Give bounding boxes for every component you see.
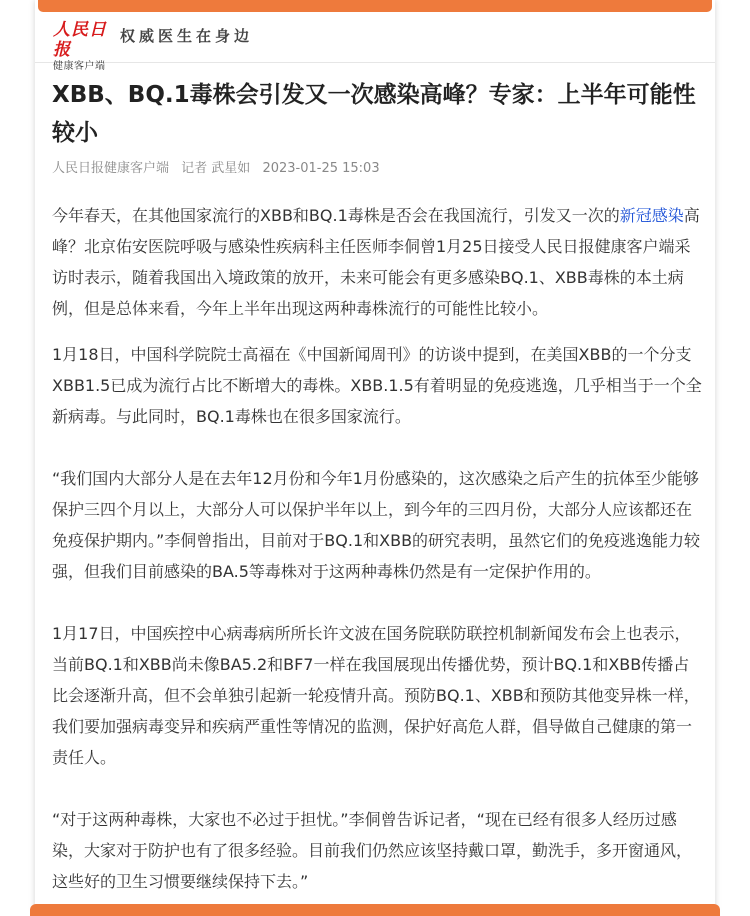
top-accent-bar bbox=[38, 0, 712, 12]
paragraph-3: “我们国内大部分人是在去年12月份和今年1月份感染的，这次感染之后产生的抗体至少能够保护三四个月以上，大部分人可以保护半年以上，到今年的三四月份，大部分人应该都还在免疫保护期内。”李侗曾指出，目前对于BQ.1和XBB的研究表明，虽然它们的免疫逃逸能力较强，但我们目前感染的BA.5等毒株对于这两种毒株仍然是有一定保护作用的。 bbox=[52, 469, 701, 581]
paragraph-1-text-a: 今年春天，在其他国家流行的XBB和BQ.1毒株是否会在我国流行，引发又一次的 bbox=[52, 206, 620, 225]
article-body bbox=[52, 200, 704, 897]
paragraph-4: 1月17日，中国疾控中心病毒病所所长许文波在国务院联防联控机制新闻发布会上也表示，当前BQ.1和XBB尚未像BA5.2和BF7一样在我国展现出传播优势，预计BQ.1和XBB传播占比会逐渐升高，但不会单独引起新一轮疫情升高。预防BQ.1、XBB和预防其他变异株一样，我们要加强病毒变异和疾病严重性等情况的监测，保护好高危人群，倡导做自己健康的第一责任人。 bbox=[52, 624, 700, 767]
site-logo[interactable] bbox=[53, 20, 115, 72]
article-source: 人民日报健康客户端 bbox=[52, 161, 170, 176]
logo-sub-text: 健康客户端 bbox=[53, 61, 106, 72]
article-meta bbox=[52, 158, 388, 180]
site-header bbox=[35, 12, 715, 72]
paragraph-1-text-b: 高峰？北京佑安医院呼吸与感染性疾病科主任医师李侗曾1月25日接受人民日报健康客户端采访时表示，随着我国出入境政策的放开，未来可能会有更多感染BQ.1、XBB毒株的本土病例，但是总体来看，今年上半年出现这两种毒株流行的可能性比较小。 bbox=[52, 206, 700, 318]
article-reporter: 记者 武星如 bbox=[181, 161, 251, 176]
article-title: XBB、BQ.1毒株会引发又一次感染高峰？专家：上半年可能性较小 bbox=[52, 82, 696, 146]
site-tagline: 权威医生在身边 bbox=[120, 27, 254, 45]
article-date: 2023-01-25 15:03 bbox=[262, 161, 380, 176]
bottom-accent-bar bbox=[30, 904, 720, 916]
covid-infection-link[interactable]: 新冠感染 bbox=[619, 206, 684, 225]
paragraph-5: “对于这两种毒株，大家也不必过于担忧。”李侗曾告诉记者，“现在已经有很多人经历过感染，大家对于防护也有了很多经验。目前我们仍然应该坚持戴口罩，勤洗手，多开窗通风，这些好的卫生习惯要继续保持下去。” bbox=[52, 810, 693, 891]
paragraph-2: 1月18日，中国科学院院士高福在《中国新闻周刊》的访谈中提到，在美国XBB的一个分支XBB1.5已成为流行占比不断增大的毒株。XBB.1.5有着明显的免疫逃逸，几乎相当于一个全新病毒。与此同时，BQ.1毒株也在很多国家流行。 bbox=[52, 345, 702, 426]
paragraph-1 bbox=[52, 200, 704, 324]
logo-main-text: 人民日报 bbox=[53, 20, 107, 60]
